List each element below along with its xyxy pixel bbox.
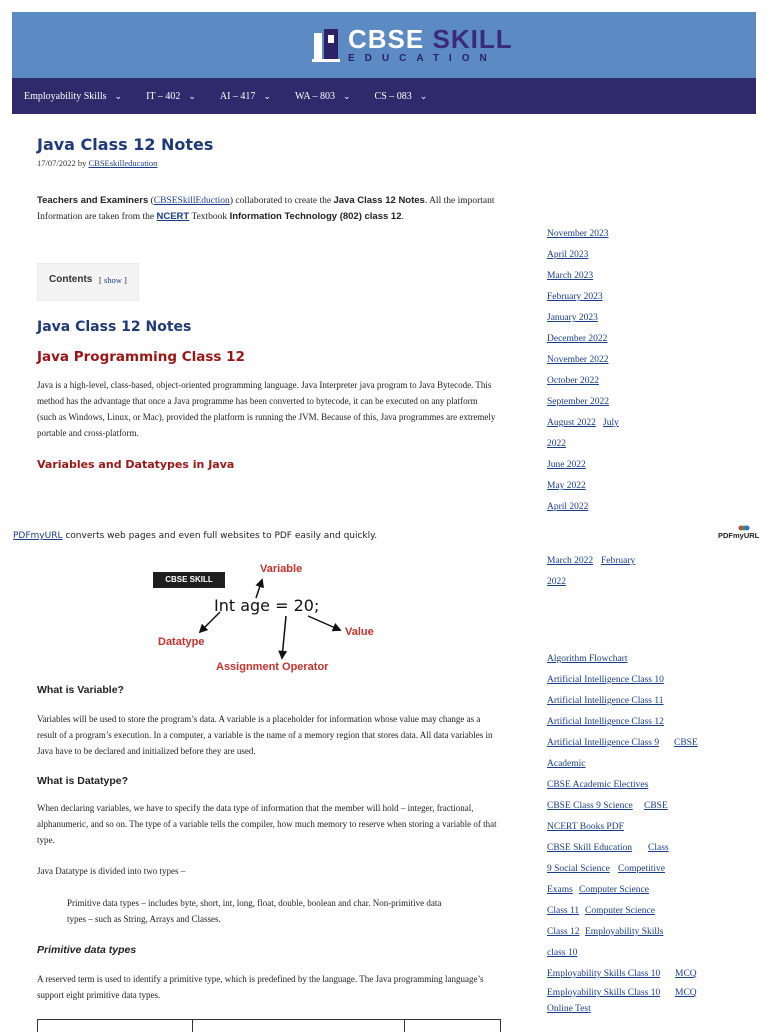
archive-link[interactable]: 2022 — [547, 439, 566, 449]
archive-link[interactable]: February — [601, 556, 636, 566]
category-link[interactable]: MCQ — [675, 969, 697, 979]
archive-link[interactable]: November 2022 — [547, 355, 609, 365]
diagram-label-datatype: Datatype — [158, 636, 205, 648]
category-link[interactable]: CBSE Academic Electives — [547, 780, 649, 790]
ncert-link[interactable]: NCERT — [156, 211, 190, 222]
datatype-types-paragraph: Primitive data types – includes byte, short, int, long, float, double, boolean and char. Non-primitive data types – such as String, Arrays and Classes. — [67, 898, 442, 924]
category-link[interactable]: CBSE — [644, 801, 668, 811]
category-link[interactable]: 9 Social Science — [547, 864, 610, 874]
post-by: by — [77, 158, 87, 168]
archive-link[interactable]: August 2022 — [547, 418, 596, 428]
diagram-label-variable: Variable — [260, 563, 303, 575]
arrow-to-value — [308, 616, 340, 630]
primitive-paragraph: A reserved term is used to identify a primitive type, which is predefined by the language. The Java programming language’s support eight primitive data types. — [37, 974, 484, 1000]
archive-link[interactable]: April 2022 — [547, 502, 589, 512]
archive-link[interactable]: December 2022 — [547, 334, 608, 344]
chevron-down-icon: ⌄ — [263, 90, 271, 101]
pdf-logo-icon — [738, 525, 750, 531]
archive-link[interactable]: March 2023 — [547, 271, 594, 281]
cbseskilleduction-link[interactable]: CBSESkillEduction — [153, 196, 230, 206]
category-link[interactable]: Online Test — [547, 1004, 591, 1014]
diagram-label-value: Value — [345, 626, 374, 638]
table-of-contents — [37, 263, 139, 301]
chevron-down-icon: ⌄ — [419, 90, 428, 101]
datatype-divided-paragraph: Java Datatype is divided into two types – — [37, 866, 186, 876]
variable-diagram — [150, 560, 374, 680]
post-title: Java Class 12 Notes — [37, 135, 214, 154]
intro-paragraph: Teachers and Examiners (CBSESkillEduction) collaborated to create the Java Class 12 Notes. All the important Information are taken from the NCERT Textbook Information Technology (802) class 12. — [37, 195, 495, 222]
pdfmyurl-link[interactable]: PDFmyURL — [13, 531, 63, 541]
category-link[interactable]: Class 11 — [547, 906, 580, 916]
nav-item-wa-803[interactable]: WA – 803 ⌄ — [294, 90, 351, 102]
datatype-table — [37, 1019, 501, 1032]
arrow-to-assignment — [282, 616, 286, 658]
chevron-down-icon: ⌄ — [188, 90, 196, 101]
archive-link[interactable]: April 2023 — [547, 250, 589, 260]
category-link[interactable]: Employability Skills — [585, 927, 664, 937]
archive-link[interactable]: July — [603, 418, 619, 428]
diagram-logo: CBSE SKILL — [153, 572, 225, 588]
toc-show-link[interactable]: show — [103, 275, 122, 285]
java-paragraph: Java is a high-level, class-based, object-oriented programming language. Java Interpreter java program to Java Bytecode. This method has the advantage that once a Java programme has been converted to bytecode, it can be executed on any platform (such as Windows, Linux, or Mac), provided the platform is running the JVM. Because of this, Java programmes are extremely portable and cross-platform. — [37, 380, 496, 438]
category-link[interactable]: Artificial Intelligence Class 12 — [547, 717, 664, 727]
what-is-variable-heading: What is Variable? — [37, 684, 124, 696]
logo-subtitle: EDUCATION — [348, 53, 497, 64]
archive-link[interactable]: February 2023 — [547, 292, 603, 302]
author-link[interactable]: CBSEskilleducation — [88, 158, 158, 168]
chevron-down-icon: ⌄ — [114, 90, 123, 101]
category-link[interactable]: MCQ — [675, 988, 697, 998]
category-link[interactable]: Computer Science — [579, 885, 649, 895]
archive-link[interactable]: October 2022 — [547, 376, 599, 386]
archive-link[interactable]: January 2023 — [547, 313, 598, 323]
site-header — [12, 12, 756, 78]
archive-link[interactable]: June 2022 — [547, 460, 586, 470]
category-link[interactable]: Artificial Intelligence Class 9 — [547, 738, 660, 748]
category-link[interactable]: Exams — [547, 885, 573, 895]
chevron-down-icon: ⌄ — [342, 90, 351, 101]
logo-mark-icon — [312, 27, 342, 63]
table-divider — [192, 1020, 193, 1032]
archive-link[interactable]: November 2023 — [547, 229, 609, 239]
category-link[interactable]: NCERT Books PDF — [547, 822, 624, 832]
nav-item-employability-skills[interactable]: Employability Skills ⌄ — [24, 90, 123, 102]
toc-label: Contents — [49, 274, 93, 285]
archive-link[interactable]: September 2022 — [547, 397, 610, 407]
toc-toggle[interactable]: [ show ] — [99, 275, 127, 285]
arrow-to-datatype — [200, 612, 220, 632]
category-link[interactable]: Class 12 — [547, 927, 580, 937]
nav-item-it-402[interactable]: IT – 402 ⌄ — [146, 90, 196, 102]
logo-title-main: CBSE — [348, 24, 425, 54]
site-logo[interactable] — [312, 22, 513, 68]
category-link[interactable]: CBSE Skill Education — [547, 843, 632, 853]
logo-title-accent: SKILL — [432, 24, 513, 54]
diagram-label-assignment: Assignment Operator — [216, 661, 329, 673]
datatype-paragraph: When declaring variables, we have to specify the data type of information that the member will hold – integer, fractional, alphanumeric, and so on. The type of a variable tells the compiler, how much memory to reserve when storing a variable of that type. — [37, 803, 497, 845]
primitive-heading: Primitive data types — [37, 944, 137, 956]
category-link[interactable]: Algorithm Flowchart — [547, 654, 628, 664]
archive-link[interactable]: March 2022 — [547, 556, 594, 566]
main-nav — [12, 78, 756, 114]
nav-item-ai-417[interactable]: AI – 417 ⌄ — [219, 90, 271, 102]
what-is-datatype-heading: What is Datatype? — [37, 775, 129, 787]
diagram-code: Int age = 20; — [214, 596, 320, 615]
post-date: 17/07/2022 — [37, 158, 76, 168]
category-link[interactable]: Artificial Intelligence Class 11 — [547, 696, 664, 706]
nav-item-cs-083[interactable]: CS – 083 ⌄ — [374, 90, 428, 102]
category-link[interactable]: Competitive — [618, 864, 665, 874]
archive-link[interactable]: May 2022 — [547, 481, 586, 491]
variable-paragraph: Variables will be used to store the program’s data. A variable is a placeholder for information whose value may change as a result of a program’s execution. In a computer, a variable is the name of a memory region that stores data. All data variables in Java have to be declared and initialized before they are used. — [37, 714, 493, 756]
category-link[interactable]: Employability Skills Class 10 — [547, 969, 661, 979]
section-heading: Java Class 12 Notes — [37, 319, 192, 335]
archive-link[interactable]: 2022 — [547, 577, 566, 587]
post-meta — [37, 158, 497, 168]
category-link[interactable]: Academic — [547, 759, 586, 769]
category-link[interactable]: Artificial Intelligence Class 10 — [547, 675, 664, 685]
category-link[interactable]: CBSE — [674, 738, 698, 748]
pdfmyurl-logo[interactable]: PDFmyURL — [718, 531, 759, 540]
table-divider — [404, 1020, 405, 1032]
category-link[interactable]: Computer Science — [585, 906, 655, 916]
subsection-heading: Java Programming Class 12 — [37, 349, 245, 365]
pdf-footer-text: PDFmyURL converts web pages and even full websites to PDF easily and quickly. — [13, 531, 378, 541]
category-link[interactable]: Class — [648, 843, 669, 853]
article — [37, 135, 497, 471]
category-link[interactable]: class 10 — [547, 948, 578, 958]
variables-heading: Variables and Datatypes in Java — [37, 458, 235, 471]
category-link[interactable]: Employability Skills Class 10 — [547, 988, 661, 998]
category-link[interactable]: CBSE Class 9 Science — [547, 801, 633, 811]
